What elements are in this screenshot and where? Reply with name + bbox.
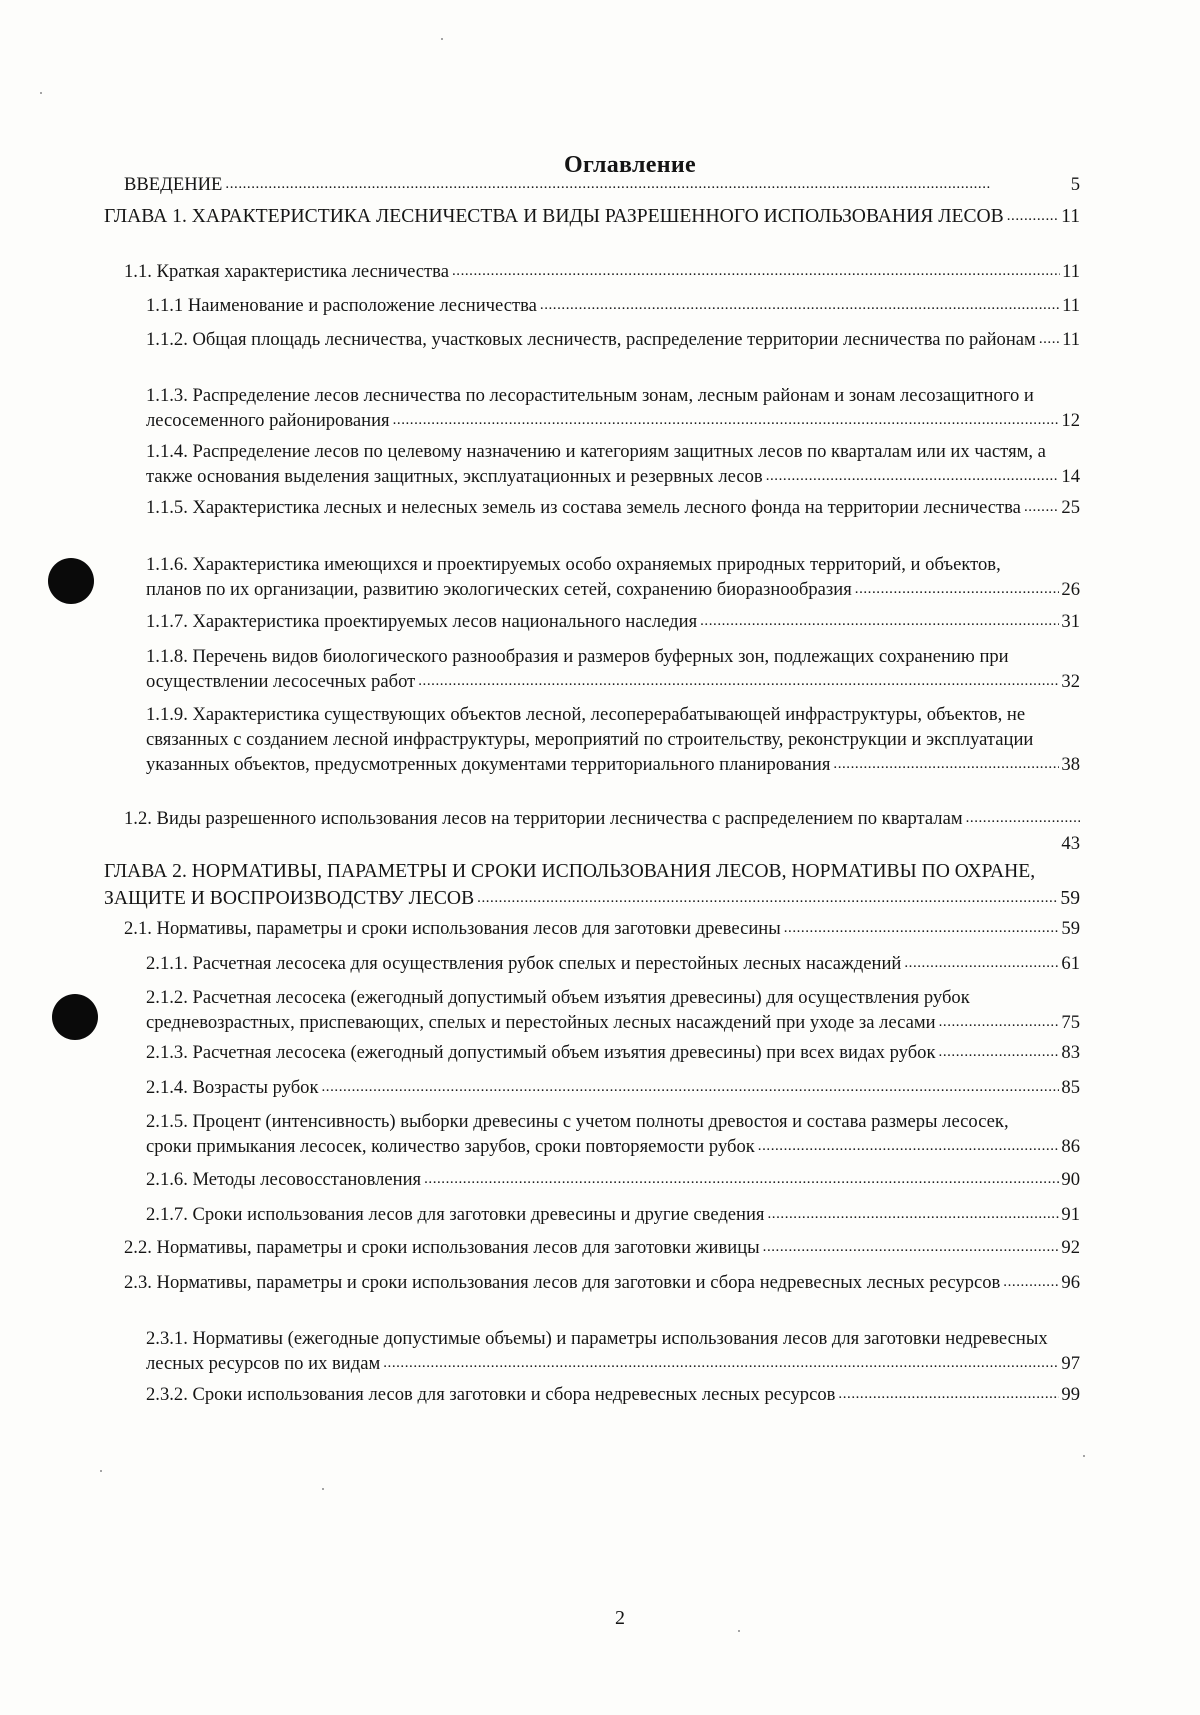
toc-entry (146, 1202, 1080, 1227)
toc-entry-page: 59 (1061, 918, 1080, 939)
page-number: 2 (615, 1607, 625, 1629)
toc-entry-text: 1.1. Краткая характеристика лесничества . . . (124, 259, 1080, 284)
toc-entry-text: 1.1.5. Характеристика лесных и нелесных земель из состава земель лесного фонда на территории лесничества . . . (146, 495, 1080, 520)
toc-entry (146, 951, 1080, 976)
toc-entry-page: 26 (1061, 579, 1080, 600)
toc-entry-text: 2.3.1. Нормативы (ежегодные допустимые объемы) и параметры использования лесов для заготовки недревесных лесных ресурсов по их видам . . . (146, 1326, 1080, 1376)
toc-chapter (104, 858, 1080, 912)
toc-entry (146, 1075, 1080, 1100)
toc-entry-text: 2.1.4. Возрасты рубок . . . (146, 1075, 1080, 1100)
toc-entry (124, 806, 1080, 856)
binding-hole-mark (48, 558, 94, 604)
toc-entry-page: 43 (1061, 833, 1080, 854)
toc-entry-page: 38 (1061, 754, 1080, 775)
toc-entry (124, 259, 1080, 284)
toc-entry (124, 916, 1080, 941)
toc-entry-text: 2.2. Нормативы, параметры и сроки использования лесов для заготовки живицы . . . (124, 1235, 1080, 1260)
toc-entry-text: 1.1.2. Общая площадь лесничества, участковых лесничеств, распределение территории лесничества по районам . . . (146, 327, 1080, 352)
toc-entry-text: 2.1.7. Сроки использования лесов для заготовки древесины и другие сведения . . . (146, 1202, 1080, 1227)
toc-entry-page: 86 (1061, 1136, 1080, 1157)
toc-entry (146, 644, 1080, 694)
toc-entry-page: 97 (1061, 1353, 1080, 1374)
toc-entry-page: 5 (1070, 174, 1080, 195)
toc-entry (146, 327, 1080, 352)
scan-speck (100, 1470, 102, 1472)
toc-entry (124, 172, 1080, 197)
scan-speck (1083, 1455, 1085, 1457)
toc-entry-page: 14 (1061, 466, 1080, 487)
toc-entry-text: 2.3.2. Сроки использования лесов для заготовки и сбора недревесных лесных ресурсов . . . (146, 1382, 1080, 1407)
toc-entry-page: 92 (1061, 1237, 1080, 1258)
binding-hole-mark (52, 994, 98, 1040)
toc-entry-text: 2.1.5. Процент (интенсивность) выборки древесины с учетом полноты древостоя и состава размеры лесосек, сроки примыкания лесосек, количество зарубов, сроки повторяемости рубок . . . (146, 1109, 1080, 1159)
toc-entry (146, 702, 1080, 777)
toc-entry (146, 439, 1080, 489)
toc-entry (146, 293, 1080, 318)
scan-speck (441, 38, 443, 40)
scan-speck (322, 1488, 324, 1490)
toc-entry-text: 1.1.9. Характеристика существующих объектов лесной, лесоперерабатывающей инфраструктуры, объектов, не связанных с созданием лесной инфраструктуры, мероприятий по строительству, реконструкции и эксплуатации указанных объектов, предусмотренных документами территориального планирования . . . (146, 702, 1080, 777)
toc-entry (146, 552, 1080, 602)
toc-entry-page: 90 (1061, 1169, 1080, 1190)
toc-entry-text: 2.1.2. Расчетная лесосека (ежегодный допустимый объем изъятия древесины) для осуществления рубок средневозрастных, приспевающих, спелых и перестойных лесных насаждений при уходе за лесами . . . (146, 985, 1080, 1035)
toc-entry-page: 59 (1058, 885, 1080, 912)
toc-entry-page: 99 (1061, 1384, 1080, 1405)
toc-entry-text: 2.1.6. Методы лесовосстановления . . . (146, 1167, 1080, 1192)
toc-entry-page: 61 (1061, 953, 1080, 974)
toc-entry-page: 83 (1061, 1042, 1080, 1063)
toc-entry-page: 11 (1059, 203, 1080, 230)
toc-entry-text: 1.1.8. Перечень видов биологического разнообразия и размеров буферных зон, подлежащих сохранению при осуществлении лесосечных работ . . . (146, 644, 1080, 694)
toc-entry (146, 1040, 1080, 1065)
toc-entry-text: 1.1.6. Характеристика имеющихся и проектируемых особо охраняемых природных территорий, и объектов, планов по их организации, развитию экологических сетей, сохранению биоразнообразия . . . (146, 552, 1080, 602)
toc-entry (146, 1167, 1080, 1192)
toc-entry-text: 2.3. Нормативы, параметры и сроки использования лесов для заготовки и сбора недревесных лесных ресурсов . . . (124, 1270, 1080, 1295)
toc-entry-text: 2.1. Нормативы, параметры и сроки использования лесов для заготовки древесины . . . (124, 916, 1080, 941)
toc-entry-page: 96 (1061, 1272, 1080, 1293)
toc-entry-page: 75 (1061, 1012, 1080, 1033)
toc-entry-text: 2.1.3. Расчетная лесосека (ежегодный допустимый объем изъятия древесины) при всех видах рубок . . . (146, 1040, 1080, 1065)
toc-entry (146, 383, 1080, 433)
toc-entry (146, 1326, 1080, 1376)
toc-entry-text: 2.1.1. Расчетная лесосека для осуществления рубок спелых и перестойных лесных насаждений . . . (146, 951, 1080, 976)
scan-speck (40, 92, 42, 94)
toc-entry (146, 1109, 1080, 1159)
toc-entry-text: 1.1.1 Наименование и расположение лесничества . . . (146, 293, 1080, 318)
toc-entry-text: 1.1.3. Распределение лесов лесничества по лесорастительным зонам, лесным районам и зонам лесозащитного и лесосеменного районирования . . . (146, 383, 1080, 433)
toc-title: Оглавление (564, 152, 696, 178)
toc-entry-page: 32 (1061, 671, 1080, 692)
toc-entry-text: 1.2. Виды разрешенного использования лесов на территории лесничества с распределением по кварталам . . . (124, 806, 1080, 856)
toc-entry-page: 11 (1062, 295, 1080, 316)
toc-entry (146, 495, 1080, 520)
toc-entry-page: 11 (1062, 329, 1080, 350)
toc-entry (146, 985, 1080, 1035)
toc-entry (146, 1382, 1080, 1407)
toc-entry-text: 1.1.7. Характеристика проектируемых лесов национального наследия . . . (146, 609, 1080, 634)
toc-entry (146, 609, 1080, 634)
toc-entry-text: ВВЕДЕНИЕ . . . (124, 172, 1080, 197)
scan-speck (738, 1630, 740, 1632)
toc-chapter (104, 203, 1080, 230)
toc-entry-page: 31 (1061, 611, 1080, 632)
toc-entry-page: 25 (1061, 497, 1080, 518)
toc-entry-page: 85 (1061, 1077, 1080, 1098)
toc-entry-page: 12 (1061, 410, 1080, 431)
toc-entry-text: ГЛАВА 2. НОРМАТИВЫ, ПАРАМЕТРЫ И СРОКИ ИСПОЛЬЗОВАНИЯ ЛЕСОВ, НОРМАТИВЫ ПО ОХРАНЕ, ЗАЩИТЕ И ВОСПРОИЗВОДСТВУ ЛЕСОВ . . . (104, 858, 1080, 912)
toc-entry-page: 91 (1061, 1204, 1080, 1225)
toc-entry-text: ГЛАВА 1. ХАРАКТЕРИСТИКА ЛЕСНИЧЕСТВА И ВИДЫ РАЗРЕШЕННОГО ИСПОЛЬЗОВАНИЯ ЛЕСОВ . . . (104, 203, 1080, 230)
toc-entry (124, 1235, 1080, 1260)
toc-entry-text: 1.1.4. Распределение лесов по целевому назначению и категориям защитных лесов по кварталам или их частям, а также основания выделения защитных, эксплуатационных и резервных лесов . . . (146, 439, 1080, 489)
toc-entry (124, 1270, 1080, 1295)
toc-entry-page: 11 (1062, 261, 1080, 282)
